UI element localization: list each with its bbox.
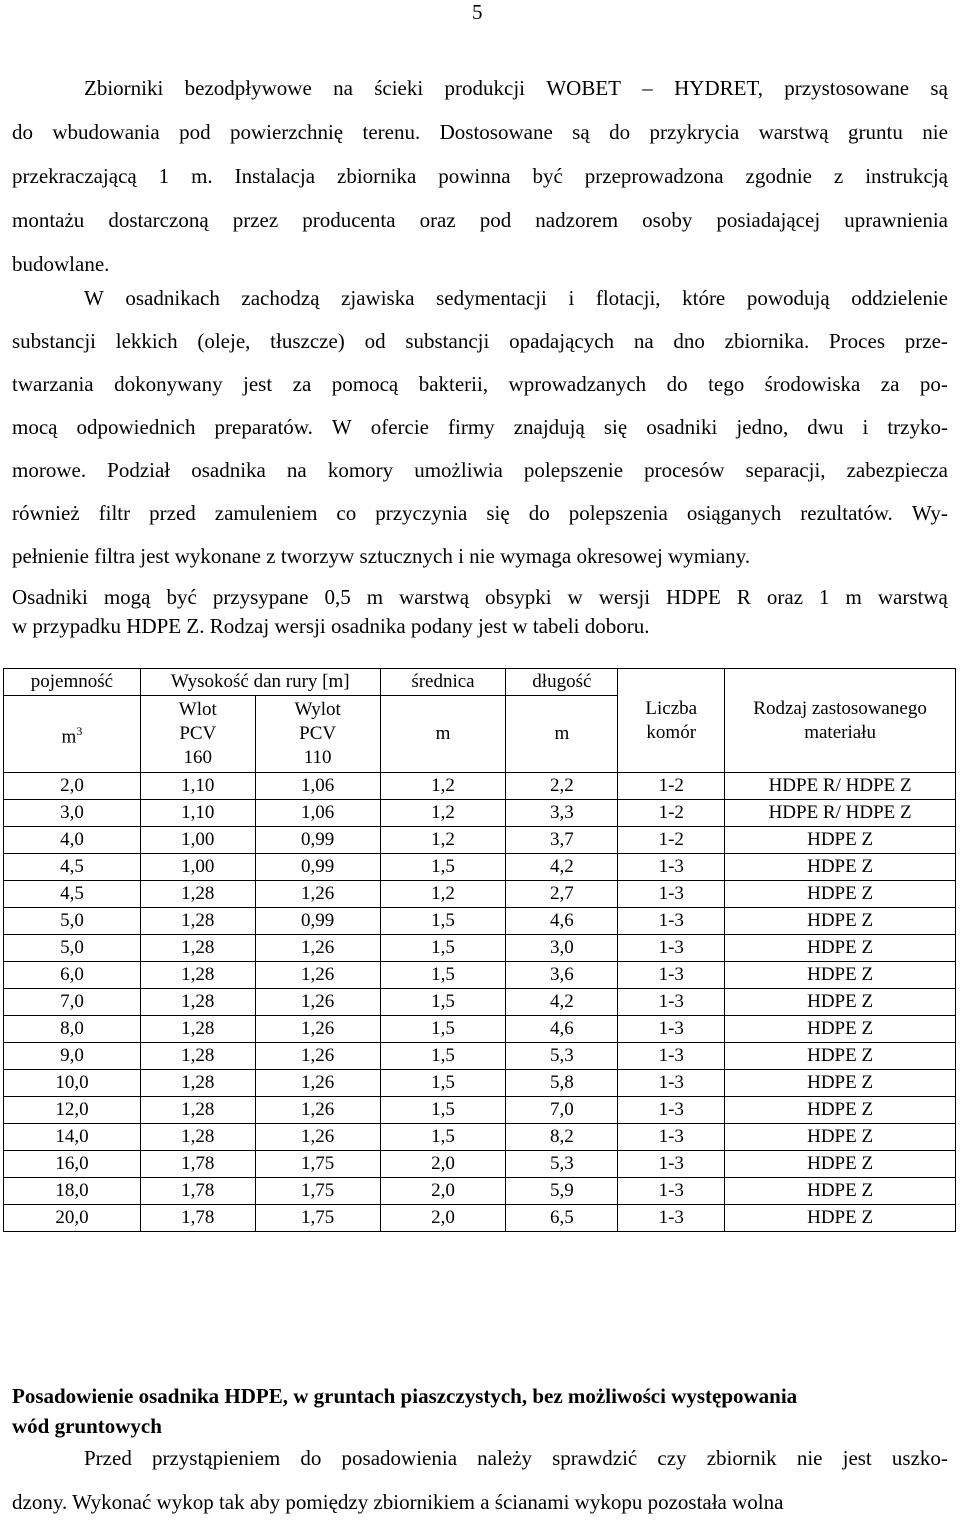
unit-m: m (61, 726, 77, 748)
text-line: również filtr przed zamuleniem co przyczynia się do polepszenia osiąganych rezultatów. Wy- (12, 501, 948, 525)
table-cell: 1,26 (255, 989, 380, 1016)
text-line: pełnienie filtra jest wykonane z tworzyw sztucznych i nie wymaga okresowej wymiany. (12, 544, 751, 568)
header-wlot (140, 696, 255, 773)
table-cell: 1-3 (618, 1205, 725, 1232)
table-row (4, 962, 956, 989)
table-cell: 1,00 (140, 827, 255, 854)
table-cell: 4,0 (4, 827, 141, 854)
table-cell: 1-2 (618, 827, 725, 854)
table-cell: 3,0 (4, 800, 141, 827)
table-cell: 0,99 (255, 827, 380, 854)
header-diameter-line: 110 (303, 747, 332, 768)
text-line: twarzania dokonywany jest za pomocą bakterii, wprowadzanych do tego środowiska za po- (12, 372, 948, 396)
table-cell: 1-3 (618, 935, 725, 962)
table-cell: 1,28 (140, 908, 255, 935)
text-line: do wbudowania pod powierzchnię terenu. Dostosowane są do przykrycia warstwą gruntu nie (12, 120, 948, 144)
table-cell: 7,0 (4, 989, 141, 1016)
table-cell: 1,26 (255, 1097, 380, 1124)
table-cell: 5,0 (4, 908, 141, 935)
table-cell: HDPE Z (725, 1205, 956, 1232)
table-cell: 1,5 (380, 962, 506, 989)
table-cell: 5,3 (506, 1043, 618, 1070)
table-body (4, 773, 956, 1232)
table-cell: 5,0 (4, 935, 141, 962)
table-cell: 4,5 (4, 881, 141, 908)
table-cell: 1-3 (618, 1178, 725, 1205)
unit-exponent: 3 (76, 723, 83, 738)
header-wlot-line: Wlot (178, 699, 217, 720)
table-cell: 1,75 (255, 1205, 380, 1232)
table-cell: 1,2 (380, 881, 506, 908)
table-cell: HDPE Z (725, 1151, 956, 1178)
header-liczba-komor (618, 669, 725, 773)
table-cell: 7,0 (506, 1097, 618, 1124)
text-line: przekraczającą 1 m. Instalacja zbiornika powinna być przeprowadzona zgodnie z instrukcją (12, 164, 948, 188)
table-cell: 1,5 (380, 935, 506, 962)
table-cell: 1-3 (618, 1097, 725, 1124)
table-cell: 3,3 (506, 800, 618, 827)
table-cell: HDPE Z (725, 1016, 956, 1043)
table-cell: 4,2 (506, 854, 618, 881)
table-cell: 1,10 (140, 773, 255, 800)
table-cell: 3,6 (506, 962, 618, 989)
heading-line: wód gruntowych (12, 1414, 162, 1438)
text-line: Zbiorniki bezodpływowe na ścieki produkcji WOBET – HYDRET, przystosowane są (84, 76, 948, 100)
table-row (4, 1043, 956, 1070)
table-cell: 1,26 (255, 1043, 380, 1070)
table-cell: 1,28 (140, 962, 255, 989)
table-cell: 1-3 (618, 989, 725, 1016)
table-cell: 1,5 (380, 854, 506, 881)
table-row (4, 800, 956, 827)
table-cell: 1,28 (140, 1070, 255, 1097)
table-cell: 8,2 (506, 1124, 618, 1151)
header-unit-m-srednica: m (380, 696, 506, 773)
table-cell: 1,00 (140, 854, 255, 881)
table-cell: 1,26 (255, 935, 380, 962)
table-cell: HDPE Z (725, 827, 956, 854)
table-row (4, 1151, 956, 1178)
text-line: W osadnikach zachodzą zjawiska sedymentacji i flotacji, które powodują oddzielenie (84, 286, 948, 310)
table-cell: 1-3 (618, 1016, 725, 1043)
header-rodzaj-materialu (725, 669, 956, 773)
table-cell: 1-3 (618, 962, 725, 989)
text-line: budowlane. (12, 252, 110, 276)
table-cell: 1-3 (618, 1070, 725, 1097)
header-pcv-line: PCV (179, 723, 217, 744)
table-cell: 6,5 (506, 1205, 618, 1232)
table-row (4, 881, 956, 908)
table-cell: 1,5 (380, 1043, 506, 1070)
paragraph-osadniki (12, 277, 948, 578)
text-line: Osadniki mogą być przysypane 0,5 m warstwą obsypki w wersji HDPE R oraz 1 m warstwą (12, 585, 948, 609)
table-cell: 5,9 (506, 1178, 618, 1205)
table-cell: HDPE Z (725, 989, 956, 1016)
table-cell: 1,28 (140, 989, 255, 1016)
table-cell: 1-3 (618, 854, 725, 881)
table-row (4, 1205, 956, 1232)
header-wylot (255, 696, 380, 773)
table-cell: 1,2 (380, 827, 506, 854)
table-cell: 1-3 (618, 908, 725, 935)
table-cell: 1,26 (255, 1070, 380, 1097)
table-cell: 4,2 (506, 989, 618, 1016)
table-cell: HDPE Z (725, 1178, 956, 1205)
paragraph-intro (12, 66, 948, 286)
table-cell: 10,0 (4, 1070, 141, 1097)
text-line: dzony. Wykonać wykop tak aby pomiędzy zbiornikiem a ścianami wykopu pozostała wolna (12, 1490, 784, 1514)
table-cell: 5,8 (506, 1070, 618, 1097)
table-cell: 1,2 (380, 800, 506, 827)
table-row (4, 827, 956, 854)
table-cell: 2,0 (380, 1205, 506, 1232)
table-cell: HDPE Z (725, 1097, 956, 1124)
header-materialu-line: materiału (804, 721, 876, 743)
header-unit-m3 (4, 696, 141, 773)
table-cell: 1,26 (255, 1124, 380, 1151)
table-cell: HDPE Z (725, 908, 956, 935)
table-cell: 1,28 (140, 881, 255, 908)
table-cell: 0,99 (255, 854, 380, 881)
table-cell: 1,5 (380, 1124, 506, 1151)
header-pojemnosc: pojemność (4, 669, 141, 696)
table-cell: 2,7 (506, 881, 618, 908)
table-cell: 1,28 (140, 935, 255, 962)
heading-line: Posadowienie osadnika HDPE, w gruntach piaszczystych, bez możliwości występowania (12, 1384, 798, 1408)
table-cell: 4,5 (4, 854, 141, 881)
table-cell: 4,6 (506, 1016, 618, 1043)
table-cell: 1,06 (255, 773, 380, 800)
selection-table (3, 668, 956, 1232)
paragraph-posadowienie (12, 1436, 948, 1524)
table-cell: 1-3 (618, 881, 725, 908)
table-cell: 1,78 (140, 1178, 255, 1205)
table-cell: 1,28 (140, 1097, 255, 1124)
text-line: morowe. Podział osadnika na komory umożliwia polepszenie procesów separacji, zabezpiecza (12, 458, 948, 482)
table-cell: HDPE Z (725, 1070, 956, 1097)
table-cell: 1,28 (140, 1043, 255, 1070)
table-cell: 1-2 (618, 800, 725, 827)
header-diameter-line: 160 (183, 747, 213, 768)
table-row (4, 1097, 956, 1124)
table-row (4, 1124, 956, 1151)
table-row (4, 1016, 956, 1043)
table-cell: 6,0 (4, 962, 141, 989)
header-komor-line: komór (646, 721, 697, 743)
table-cell: HDPE Z (725, 1124, 956, 1151)
table-cell: 0,99 (255, 908, 380, 935)
table-cell: 9,0 (4, 1043, 141, 1070)
table-cell: 1,5 (380, 1097, 506, 1124)
table-cell: 5,3 (506, 1151, 618, 1178)
header-liczba-line: Liczba (645, 697, 698, 719)
table-cell: 3,7 (506, 827, 618, 854)
header-wysokosc: Wysokość dan rury [m] (140, 669, 380, 696)
table-cell: 1-2 (618, 773, 725, 800)
table-row (4, 1178, 956, 1205)
table-cell: 1,78 (140, 1205, 255, 1232)
table-cell: 2,0 (380, 1178, 506, 1205)
table-cell: 1,06 (255, 800, 380, 827)
table-cell: 1,5 (380, 989, 506, 1016)
table-cell: 1,10 (140, 800, 255, 827)
table-cell: 1,2 (380, 773, 506, 800)
table-cell: 20,0 (4, 1205, 141, 1232)
table-cell: 14,0 (4, 1124, 141, 1151)
table-cell: 1,5 (380, 1070, 506, 1097)
text-line: montażu dostarczoną przez producenta oraz pod nadzorem osoby posiadającej uprawnienia (12, 208, 948, 232)
header-srednica: średnica (380, 669, 506, 696)
table-row (4, 1070, 956, 1097)
table-cell: 2,0 (4, 773, 141, 800)
table-cell: 1,26 (255, 962, 380, 989)
table-cell: HDPE Z (725, 1043, 956, 1070)
table-cell: 18,0 (4, 1178, 141, 1205)
table-cell: 12,0 (4, 1097, 141, 1124)
header-wylot-line: Wylot (294, 699, 341, 720)
table-cell: 4,6 (506, 908, 618, 935)
table-header-row (4, 669, 956, 696)
table-cell: 16,0 (4, 1151, 141, 1178)
text-line: w przypadku HDPE Z. Rodzaj wersji osadnika podany jest w tabeli doboru. (12, 614, 650, 638)
table-row (4, 773, 956, 800)
section-heading (12, 1381, 952, 1441)
table-cell: 1-3 (618, 1151, 725, 1178)
header-rodzaj-line: Rodzaj zastosowanego (753, 697, 927, 719)
table-cell: HDPE R/ HDPE Z (725, 800, 956, 827)
text-line: mocą odpowiednich preparatów. W ofercie firmy znajdują się osadniki jedno, dwu i trzyko- (12, 415, 948, 439)
table-cell: 1-3 (618, 1124, 725, 1151)
table-cell: 2,2 (506, 773, 618, 800)
page-number: 5 (472, 0, 483, 24)
table-row (4, 935, 956, 962)
header-unit-m-dlugosc: m (506, 696, 618, 773)
header-pcv-line: PCV (299, 723, 337, 744)
table-cell: 3,0 (506, 935, 618, 962)
table-cell: HDPE Z (725, 935, 956, 962)
table-cell: 8,0 (4, 1016, 141, 1043)
table-cell: 1,28 (140, 1124, 255, 1151)
text-line: Przed przystąpieniem do posadowienia należy sprawdzić czy zbiornik nie jest uszko- (84, 1446, 948, 1470)
table-cell: HDPE R/ HDPE Z (725, 773, 956, 800)
table-row (4, 854, 956, 881)
table-cell: HDPE Z (725, 854, 956, 881)
table-cell: 1,5 (380, 908, 506, 935)
table-cell: 1,28 (140, 1016, 255, 1043)
table-row (4, 989, 956, 1016)
table-cell: 1,26 (255, 881, 380, 908)
table-cell: 1-3 (618, 1043, 725, 1070)
table-cell: 1,26 (255, 1016, 380, 1043)
table-row (4, 908, 956, 935)
table-cell: 1,75 (255, 1151, 380, 1178)
paragraph-obsypka (12, 583, 948, 641)
table-cell: 1,5 (380, 1016, 506, 1043)
table-cell: HDPE Z (725, 881, 956, 908)
text-line: substancji lekkich (oleje, tłuszcze) od substancji opadających na dno zbiornika. Proces prze- (12, 329, 948, 353)
header-dlugosc: długość (506, 669, 618, 696)
table-cell: 1,78 (140, 1151, 255, 1178)
table-cell: 1,75 (255, 1178, 380, 1205)
table-cell: 2,0 (380, 1151, 506, 1178)
table-cell: HDPE Z (725, 962, 956, 989)
